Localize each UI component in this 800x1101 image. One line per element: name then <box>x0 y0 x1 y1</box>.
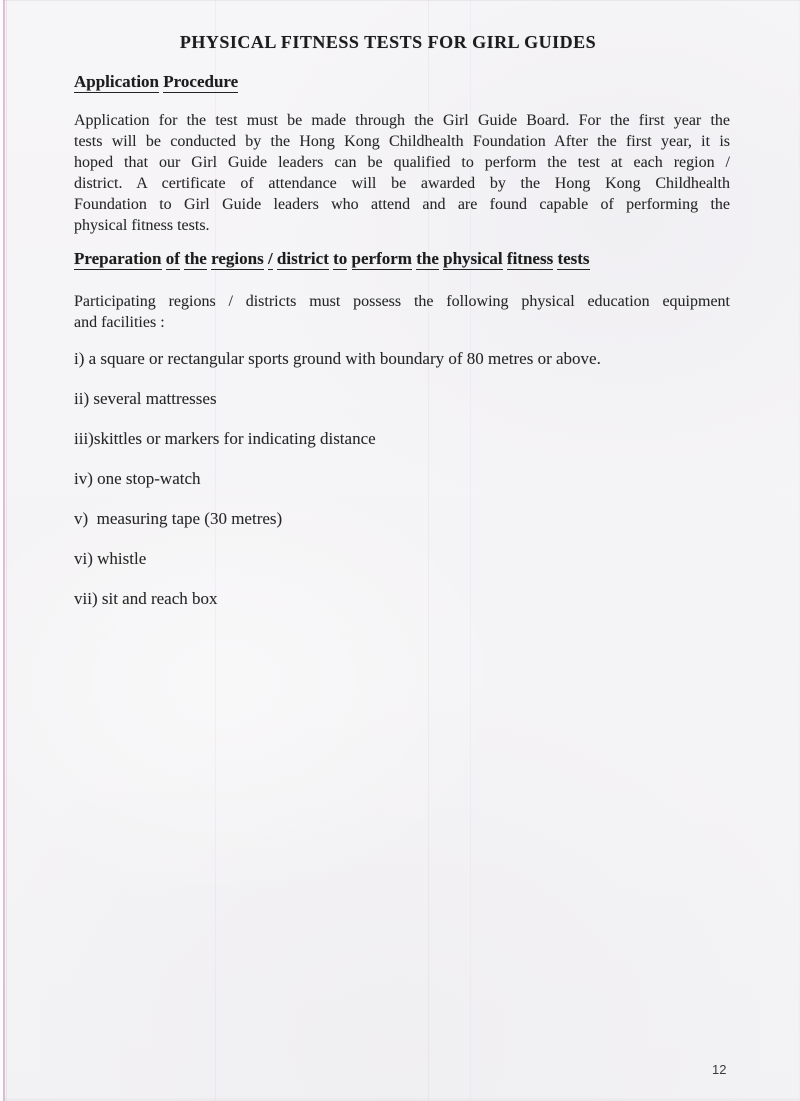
paragraph-line: and facilities : <box>74 314 165 331</box>
paragraph-line: district. A certificate of attendance will be awarded by the Hong Kong Childhealth <box>74 175 730 192</box>
paragraph-line: Foundation to Girl Guide leaders who attend and are found capable of performing the <box>74 196 730 213</box>
paragraph-line: hoped that our Girl Guide leaders can be qualified to perform the test at each region / <box>74 154 730 171</box>
list-item: iii)skittles or markers for indicating distance <box>74 429 376 448</box>
paragraph-line: tests will be conducted by the Hong Kong Childhealth Foundation After the first year, it is <box>74 133 730 150</box>
paragraph-line: Application for the test must be made through the Girl Guide Board. For the first year the <box>74 112 730 129</box>
list-item: vii) sit and reach box <box>74 589 218 608</box>
page-number: 12 <box>712 1062 727 1077</box>
section-heading-preparation: Preparation of the regions / district to perform the physical fitness tests <box>74 249 590 268</box>
section-heading-application-procedure: Application Procedure <box>74 72 239 91</box>
scan-edge-pink-line <box>3 0 5 1101</box>
list-item: vi) whistle <box>74 549 147 568</box>
application-paragraph <box>74 110 730 236</box>
list-item: ii) several mattresses <box>74 389 217 408</box>
preparation-paragraph <box>74 291 730 333</box>
scan-edge-pink-line-2 <box>6 0 7 1101</box>
equipment-list <box>74 348 730 628</box>
list-item: iv) one stop-watch <box>74 469 201 488</box>
list-item: v) measuring tape (30 metres) <box>74 509 283 528</box>
list-item: i) a square or rectangular sports ground with boundary of 80 metres or above. <box>74 349 601 368</box>
paragraph-line: physical fitness tests. <box>74 217 210 234</box>
document-title: PHYSICAL FITNESS TESTS FOR GIRL GUIDES <box>179 32 597 52</box>
paragraph-line: Participating regions / districts must possess the following physical education equipment <box>74 293 730 310</box>
